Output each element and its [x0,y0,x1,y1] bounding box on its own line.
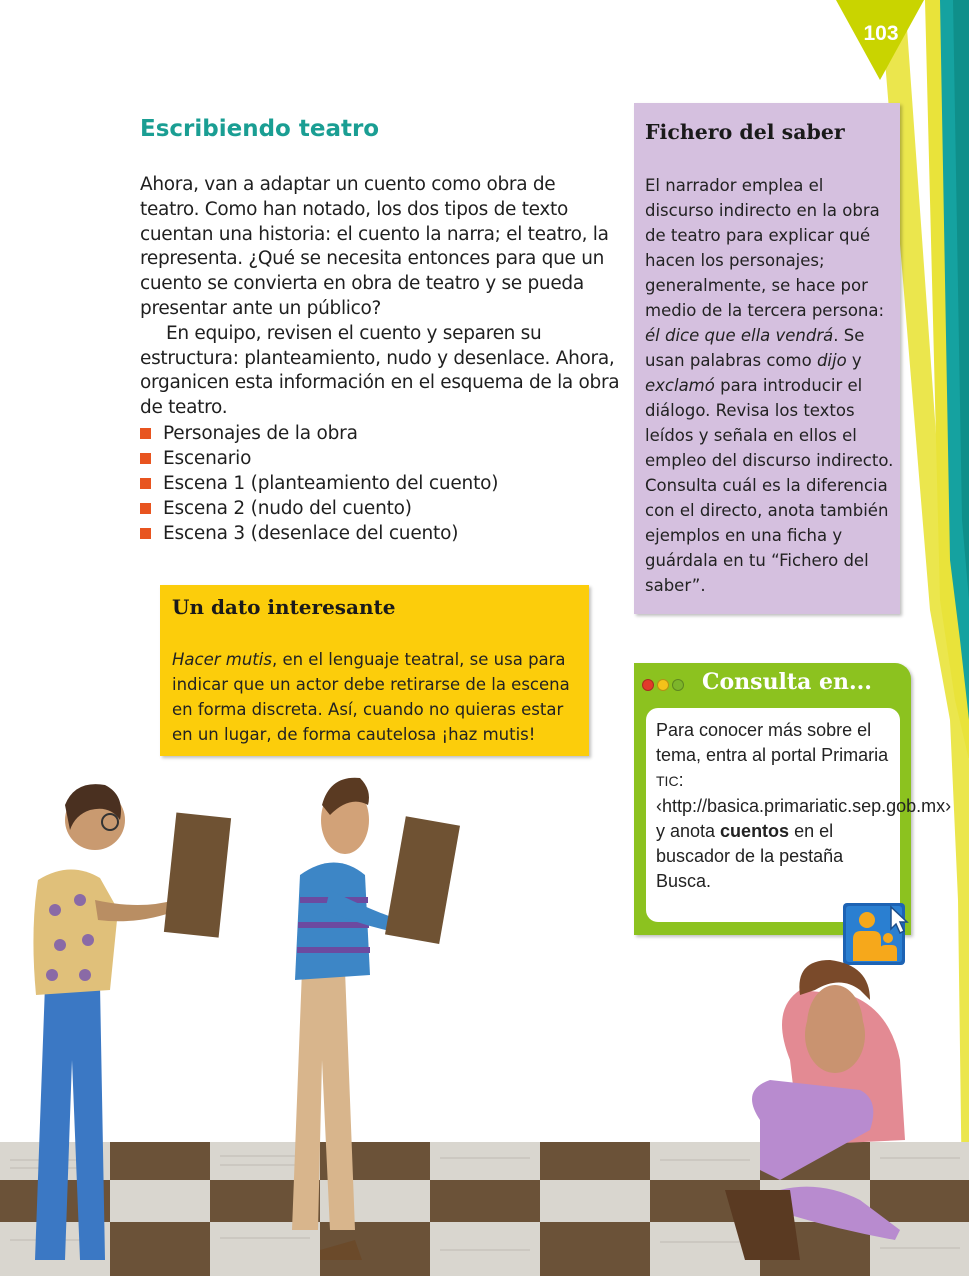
fichero-text: El narrador emplea el discurso indirecto en la obra de teatro para explicar qué hacen los personajes; generalmente, se hace por medio de la tercera persona: él dice que ella vendrá. Se usan palabras como dijo y exclamó para introducir el diálogo. Revisa los textos leídos y señala en ellos el empleo del discurso indirecto. Consulta cuál es la diferencia con el directo, anota también ejemplos en una ficha y guárdala en tu “Fichero del saber”. [645,176,894,595]
dato-interesante-box [160,585,589,756]
square-bullet-icon [140,478,151,489]
section-title: Escribiendo teatro [140,116,380,142]
list-item: Escena 1 (planteamiento del cuento) [140,471,498,496]
dato-text: Hacer mutis, en el lenguaje teatral, se usa para indicar que un actor debe retirarse de la escena en forma discreta. Así, cuando no quieras estar en un lugar, de forma cautelosa ¡haz mutis! [172,650,570,744]
instructions-paragraph: En equipo, revisen el cuento y separen su estructura: planteamiento, nudo y desenlace. Ahora, organicen esta información en el esquema de la obra de teatro. [140,322,620,419]
square-bullet-icon [140,503,151,514]
window-dots [642,676,687,695]
intro-text [140,173,620,421]
intro-paragraph: Ahora, van a adaptar un cuento como obra de teatro. Como han notado, los dos tipos de texto cuentan una historia: el cuento la narra; el teatro, la representa. ¿Qué se necesita entonces para que un cuento se convierta en obra de teatro y se pueda presentar ante un público? [140,174,609,319]
page-number: 103 [863,22,899,45]
list-item: Escena 3 (desenlace del cuento) [140,521,498,546]
children-reading-illustration [0,760,969,1276]
square-bullet-icon [140,453,151,464]
green-dot-icon [672,679,684,691]
yellow-dot-icon [657,679,669,691]
consulta-text: Para conocer más sobre el tema, entra al portal Primaria TIC: ‹http://basica.primariatic.sep.gob.mx› y anota cuentos en el buscador de la pestaña Busca. [656,720,952,891]
fichero-del-saber-box [634,103,900,614]
list-item: Escena 2 (nudo del cuento) [140,496,498,521]
list-item: Personajes de la obra [140,421,498,446]
square-bullet-icon [140,528,151,539]
list-item: Escenario [140,446,498,471]
square-bullet-icon [140,428,151,439]
red-dot-icon [642,679,654,691]
fichero-title: Fichero del saber [645,120,845,144]
play-structure-list [140,421,498,546]
consulta-title: Consulta en... [702,669,872,695]
dato-title: Un dato interesante [172,595,396,619]
girl-sitting [725,960,905,1260]
